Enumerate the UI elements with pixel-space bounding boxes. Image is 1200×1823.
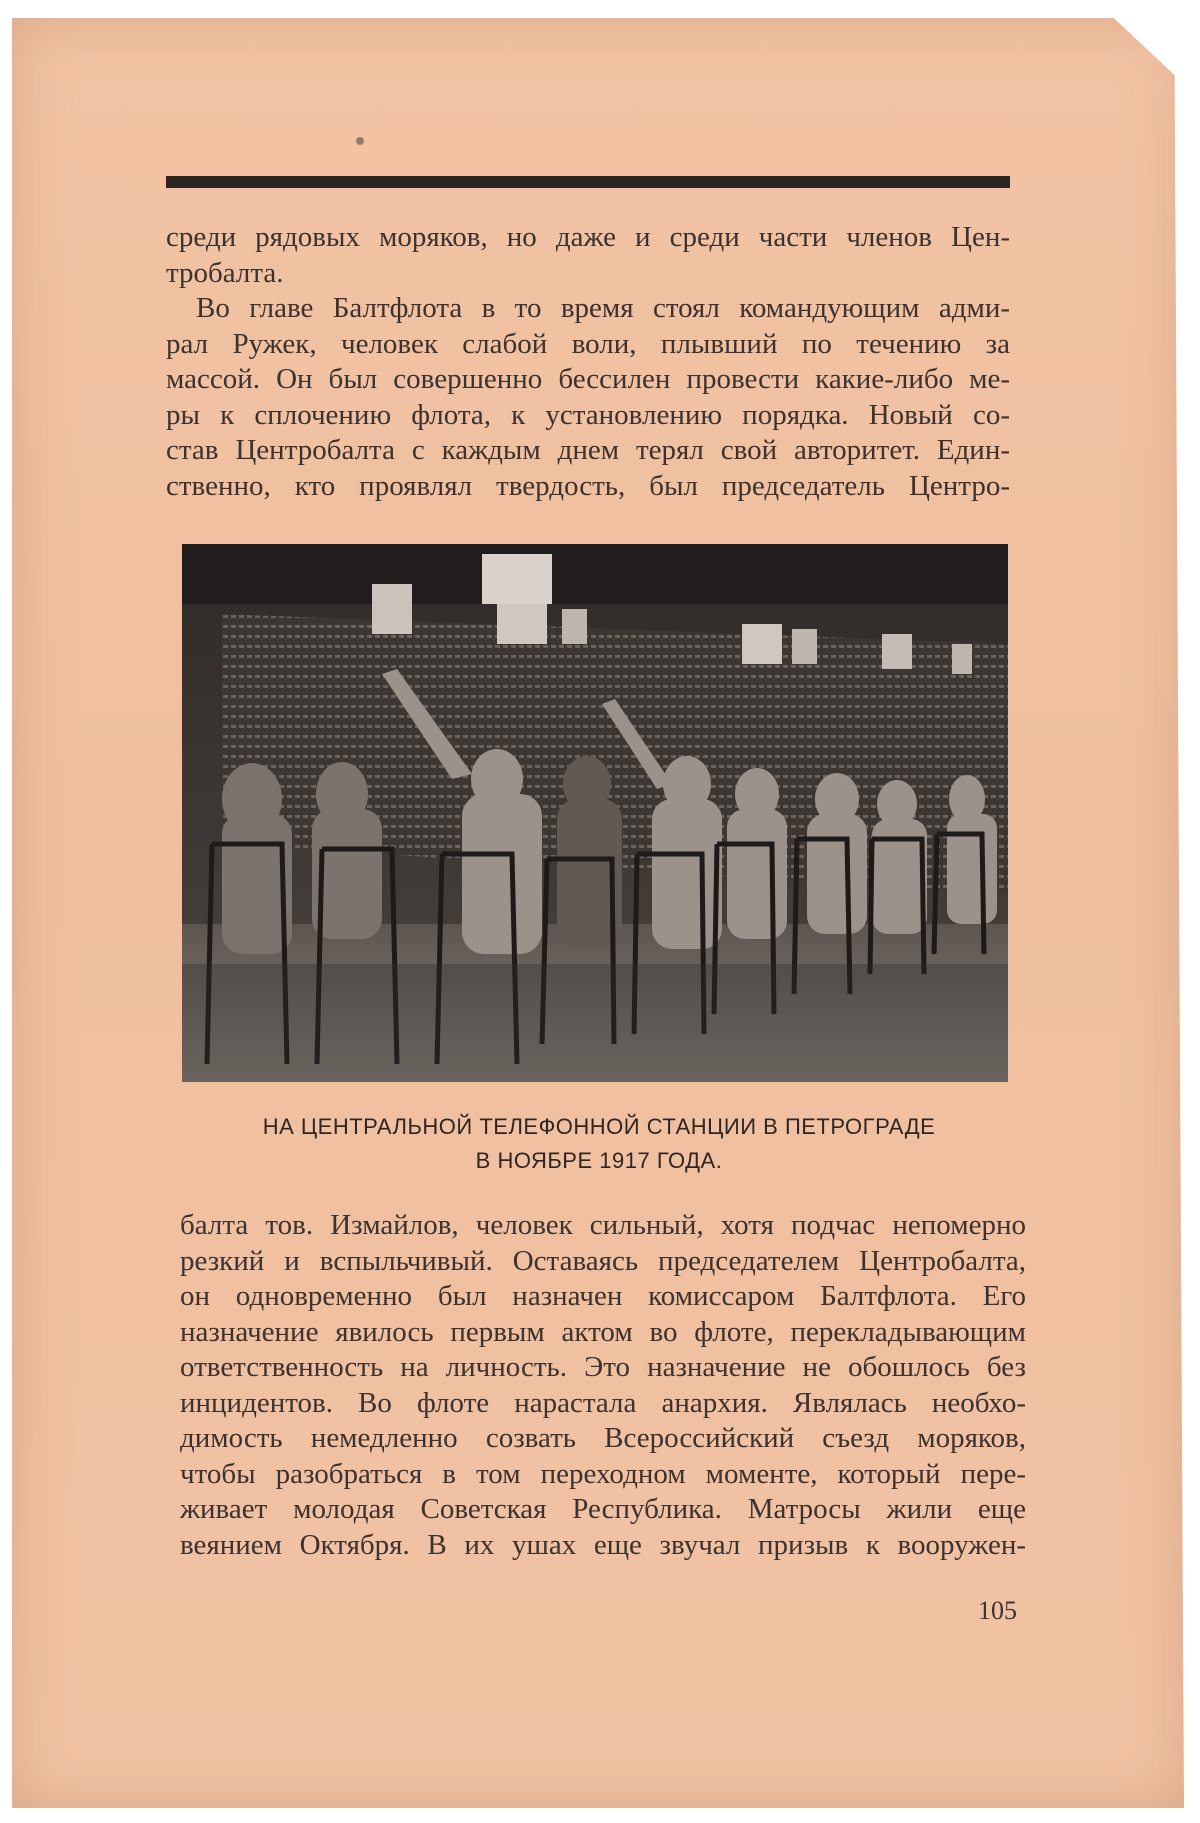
caption-line: В НОЯБРЕ 1917 ГОДА.: [475, 1148, 723, 1173]
paragraph-top: [166, 220, 1010, 504]
photo-caption: [166, 1110, 1032, 1178]
text-line: тробалта.: [166, 256, 284, 289]
text-line: ответственность на личность. Это назначение не обошлось без: [180, 1351, 1026, 1383]
text-line: димость немедленно созвать Всероссийский съезд моряков,: [180, 1422, 1026, 1454]
text-line: ственно, кто проявлял твердость, был председатель Центро-: [166, 469, 1010, 502]
text-line: назначение явилось первым актом во флоте, перекладывающим: [180, 1315, 1026, 1348]
text-line: среди рядовых моряков, но даже и среди части членов Цен-: [166, 221, 1010, 253]
text-line: балта тов. Измайлов, человек сильный, хотя подчас непомерно: [180, 1209, 1026, 1241]
text-line: живает молодая Советская Республика. Матросы жили еще: [180, 1493, 1026, 1525]
paper-speck: [356, 137, 364, 145]
text-line: рал Ружек, человек слабой воли, плывший по течению за: [166, 327, 1010, 360]
text-line: резкий и вспыльчивый. Оставаясь председателем Центробалта,: [180, 1244, 1026, 1277]
text-line: Во главе Балтфлота в то время стоял командующим адми-: [196, 292, 1010, 324]
text-line: он одновременно был назначен комиссаром Балтфлота. Его: [180, 1280, 1026, 1312]
text-line: чтобы разобраться в том переходном моменте, который пере-: [180, 1457, 1026, 1490]
text-line: став Центробалта с каждым днем терял свой авторитет. Един-: [166, 434, 1010, 466]
text-line: инцидентов. Во флоте нарастала анархия. Являлась необхо-: [180, 1386, 1026, 1419]
page-number: 105: [978, 1596, 1017, 1625]
text-line: ры к сплочению флота, к установлению порядка. Новый со-: [166, 398, 1010, 431]
caption-line: НА ЦЕНТРАЛЬНОЙ ТЕЛЕФОННОЙ СТАНЦИИ В ПЕТРОГРАДЕ: [262, 1114, 936, 1139]
header-rule: [166, 176, 1010, 188]
paragraph-bottom: [180, 1208, 1026, 1563]
telephone-station-photo: [182, 544, 1008, 1082]
text-line: массой. Он был совершенно бессилен провести какие-либо ме-: [166, 363, 1010, 395]
text-line: веянием Октября. В их ушах еще звучал призыв к вооружен-: [180, 1528, 1026, 1561]
